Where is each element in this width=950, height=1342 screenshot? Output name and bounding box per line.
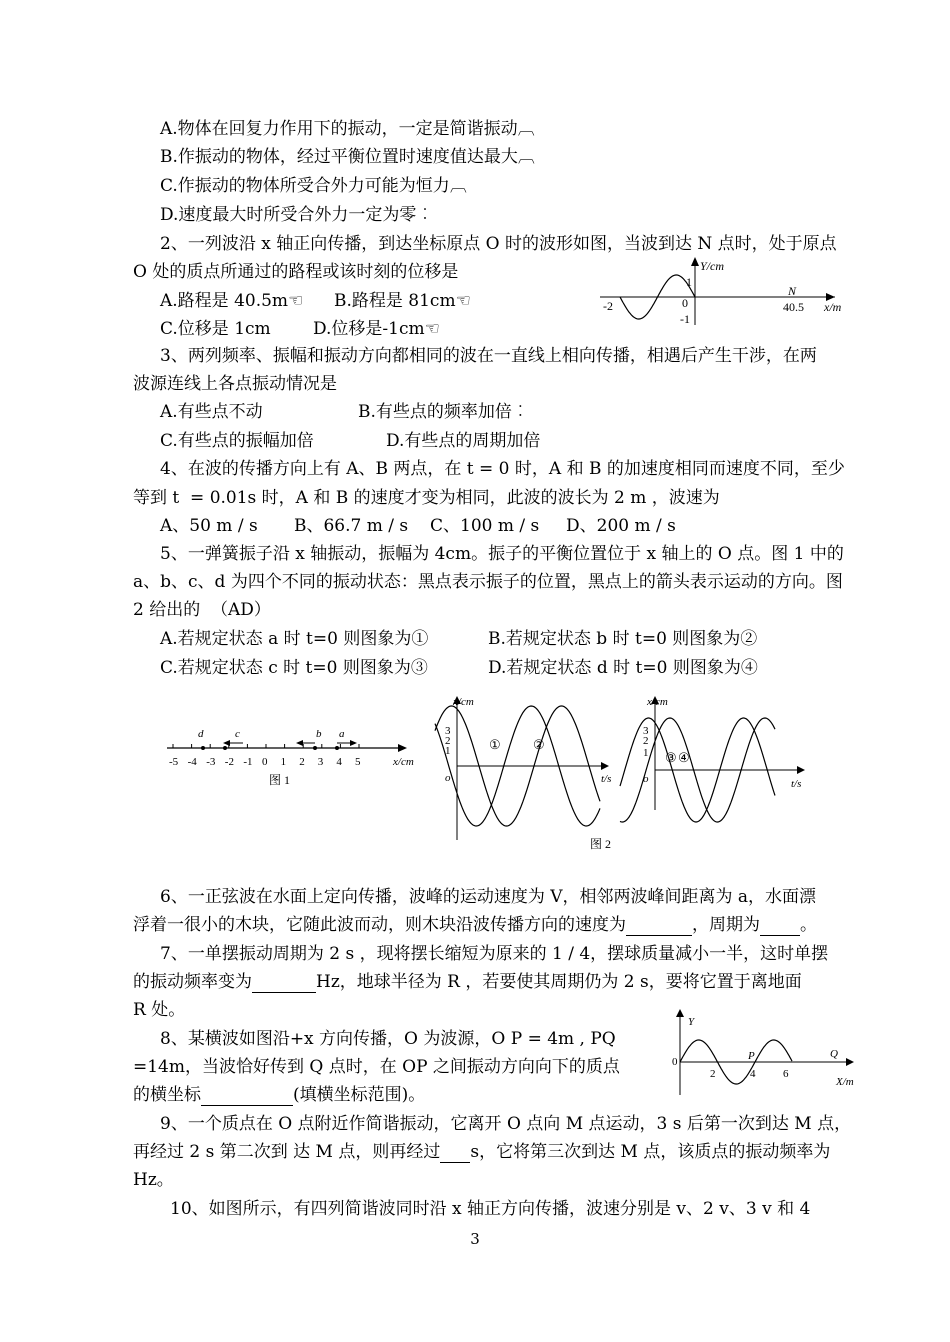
q5-option-a: A.若规定状态 a 时 t=0 则图象为① bbox=[160, 629, 429, 649]
q8-x-axis-label: X/m bbox=[836, 1076, 854, 1088]
state-b-label: b bbox=[316, 728, 322, 740]
q10-line1: 10、如图所示，有四列简谐波同时沿 x 轴正方向传播，波速分别是 v、2 v、3 v 和 4 bbox=[170, 1199, 811, 1219]
q8-wave-figure bbox=[670, 1005, 870, 1100]
q3-option-c: C.有些点的振幅加倍 bbox=[160, 431, 314, 451]
fig1-tick-label: 4 bbox=[336, 756, 342, 768]
q6-period-blank[interactable] bbox=[760, 919, 800, 936]
q5-stem-line2: a、b、c、d 为四个不同的振动状态：黑点表示振子的位置，黑点上的箭头表示运动的方向。图 bbox=[133, 572, 843, 592]
q8-origin-label: 0 bbox=[672, 1056, 678, 1068]
fig1-tick-label: 1 bbox=[280, 756, 287, 768]
q2-option-c: C.位移是 1cm bbox=[160, 319, 271, 339]
q6-velocity-blank[interactable] bbox=[626, 919, 692, 936]
q7-frequency-blank[interactable] bbox=[252, 976, 316, 993]
fig2-right-ytick-1: 1 bbox=[643, 747, 649, 759]
fig2-right-t-axis: t/s bbox=[791, 778, 802, 790]
fig1-tick-label: 2 bbox=[299, 756, 305, 768]
mark-3: ③ bbox=[665, 750, 677, 765]
q8-tick-6: 6 bbox=[783, 1068, 789, 1080]
q5-stem-line3: 2 给出的 （AD） bbox=[133, 600, 271, 620]
q8-tick-4: 4 bbox=[750, 1068, 756, 1080]
q3-option-b: B.有些点的频率加倍︰ bbox=[358, 402, 529, 422]
q6-line2: 浮着一很小的木块，它随此波而动，则木块沿波传播方向的速度为 ，周期为 。 bbox=[133, 915, 817, 935]
fig2-left-ytick-3: 3 bbox=[445, 725, 451, 737]
q9-line3: Hz。 bbox=[133, 1170, 174, 1190]
q4-stem-line1: 4、在波的传播方向上有 A、B 两点，在 t = 0 时，A 和 B 的加速度相同而速度不同，至少 bbox=[160, 459, 845, 479]
q5-option-b: B.若规定状态 b 时 t=0 则图象为② bbox=[488, 629, 758, 649]
q1-option-c: C.作振动的物体所受合外力可能为恒力︹ bbox=[160, 176, 467, 196]
state-a-label: a bbox=[339, 728, 345, 740]
q2-origin-label: 0 bbox=[682, 296, 688, 310]
q8-range-blank[interactable] bbox=[201, 1089, 293, 1106]
q2-option-d: D.位移是-1cm☜ bbox=[313, 319, 440, 339]
fig1-tick-label: -4 bbox=[187, 756, 197, 768]
q2-stem-line1: 2、一列波沿 x 轴正向传播，到达坐标原点 O 时的波形如图，当波到达 N 点时，处于原点 bbox=[160, 234, 837, 254]
fig1-tick-label: 5 bbox=[355, 756, 361, 768]
q8-y-axis-label: Y bbox=[688, 1016, 695, 1028]
q1-option-a: A.物体在回复力作用下的振动，一定是简谐振动︹ bbox=[160, 119, 535, 139]
q8-tick-2: 2 bbox=[710, 1068, 716, 1080]
fig1-tick-label: -3 bbox=[206, 756, 216, 768]
q8-line1: 8、某横波如图沿+x 方向传播，O 为波源，O P = 4m , PQ bbox=[160, 1029, 616, 1049]
q2-wave-figure bbox=[600, 255, 860, 330]
q7-line1: 7、一单摆振动周期为 2 s ，现将摆长缩短为原来的 1 / 4，摆球质量减小一半，这时单摆 bbox=[160, 944, 829, 964]
q4-option-b: B、66.7 m / s bbox=[294, 516, 409, 536]
q8-q-label: Q bbox=[830, 1048, 838, 1060]
q6-line1: 6、一正弦波在水面上定向传播，波峰的运动速度为 V，相邻两波峰间距离为 a，水面漂 bbox=[160, 887, 817, 907]
q4-option-d: D、200 m / s bbox=[566, 516, 676, 536]
q2-x-axis-label: x/m bbox=[824, 300, 842, 314]
fig2-right-ytick-3: 3 bbox=[643, 725, 649, 737]
q3-stem-line1: 3、两列频率、振幅和振动方向都相同的波在一直线上相向传播，相遇后产生干涉，在两 bbox=[160, 346, 817, 366]
q5-figure-1 bbox=[165, 722, 425, 792]
page-number: 3 bbox=[470, 1230, 480, 1248]
q2-n-label: N bbox=[788, 284, 797, 298]
q5-option-c: C.若规定状态 c 时 t=0 则图象为③ bbox=[160, 658, 428, 678]
fig2-right-origin: o bbox=[643, 773, 649, 785]
fig1-caption: 图 1 bbox=[269, 773, 291, 787]
q4-option-c: C、100 m / s bbox=[430, 516, 540, 536]
fig1-tick-label: 3 bbox=[317, 756, 324, 768]
q2-option-b: B.路程是 81cm☜ bbox=[334, 291, 471, 311]
q3-stem-line2: 波源连线上各点振动情况是 bbox=[133, 374, 337, 394]
fig2-left-y-axis: x/cm bbox=[453, 696, 474, 708]
fig2-caption: 图 2 bbox=[590, 837, 612, 851]
q2-stem-line2: O 处的质点所通过的路程或该时刻的位移是 bbox=[133, 262, 459, 282]
mark-4: ④ bbox=[678, 750, 690, 765]
state-d-label: d bbox=[198, 728, 204, 740]
fig1-tick-label: -1 bbox=[243, 756, 253, 768]
fig2-left-ytick-1: 1 bbox=[445, 745, 451, 757]
fig1-tick-label: -2 bbox=[224, 756, 234, 768]
q2-y-axis-label: Y/cm bbox=[700, 259, 724, 273]
fig2-right-y-axis: x/cm bbox=[647, 696, 668, 708]
q2-n-value: 40.5 bbox=[783, 300, 804, 314]
q8-line3: 的横坐标 (填横坐标范围)。 bbox=[133, 1085, 426, 1105]
q2-x-left-label: -2 bbox=[603, 299, 613, 313]
q9-line1: 9、一个质点在 O 点附近作简谐振动，它离开 O 点向 M 点运动，3 s 后第一次到达 M 点， bbox=[160, 1114, 852, 1134]
q3-option-d: D.有些点的周期加倍 bbox=[386, 431, 541, 451]
q1-option-d: D.速度最大时所受合外力一定为零︰ bbox=[160, 205, 434, 225]
q1-option-b: B.作振动的物体，经过平衡位置时速度值达最大︹ bbox=[160, 147, 535, 167]
q5-option-d: D.若规定状态 d 时 t=0 则图象为④ bbox=[488, 658, 758, 678]
state-c-label: c bbox=[235, 728, 240, 740]
q4-option-a: A、50 m / s bbox=[160, 516, 258, 536]
mark-2: ② bbox=[533, 737, 545, 752]
q4-stem-line2: 等到 t = 0.01s 时，A 和 B 的速度才变为相同，此波的波长为 2 m ，波速为 bbox=[133, 488, 720, 508]
fig1-tick-label: 0 bbox=[262, 756, 268, 768]
q2-y-top-label: 1 bbox=[686, 275, 692, 289]
q9-time-blank[interactable] bbox=[440, 1146, 470, 1163]
q3-option-a: A.有些点不动 bbox=[160, 402, 263, 422]
q7-line2: 的振动频率变为 Hz，地球半径为 R ，若要使其周期仍为 2 s，要将它置于离地面 bbox=[133, 972, 802, 992]
q8-p-label: P bbox=[748, 1050, 755, 1062]
fig2-right-ytick-2: 2 bbox=[643, 735, 649, 747]
q5-figure-2 bbox=[425, 690, 815, 855]
q5-stem-line1: 5、一弹簧振子沿 x 轴振动，振幅为 4cm。振子的平衡位置位于 x 轴上的 O 点。图 1 中的 bbox=[160, 544, 844, 564]
fig2-left-t-axis: t/s bbox=[601, 773, 612, 785]
q9-line2: 再经过 2 s 第二次到 达 M 点，则再经过 s，它将第三次到达 M 点，该质点的振动频率为 bbox=[133, 1142, 831, 1162]
q8-line2: =14m，当波恰好传到 Q 点时，在 OP 之间振动方向向下的质点 bbox=[133, 1057, 620, 1077]
mark-1: ① bbox=[489, 737, 501, 752]
fig2-left-origin: o bbox=[445, 772, 451, 784]
fig1-tick-label: -5 bbox=[169, 756, 179, 768]
q2-option-a: A.路程是 40.5m☜ bbox=[160, 291, 304, 311]
fig2-left-ytick-2: 2 bbox=[445, 735, 451, 747]
q7-line3: R 处。 bbox=[133, 1000, 186, 1020]
q2-y-bottom-label: -1 bbox=[680, 312, 690, 326]
fig1-unit-label: x/cm bbox=[393, 756, 414, 768]
